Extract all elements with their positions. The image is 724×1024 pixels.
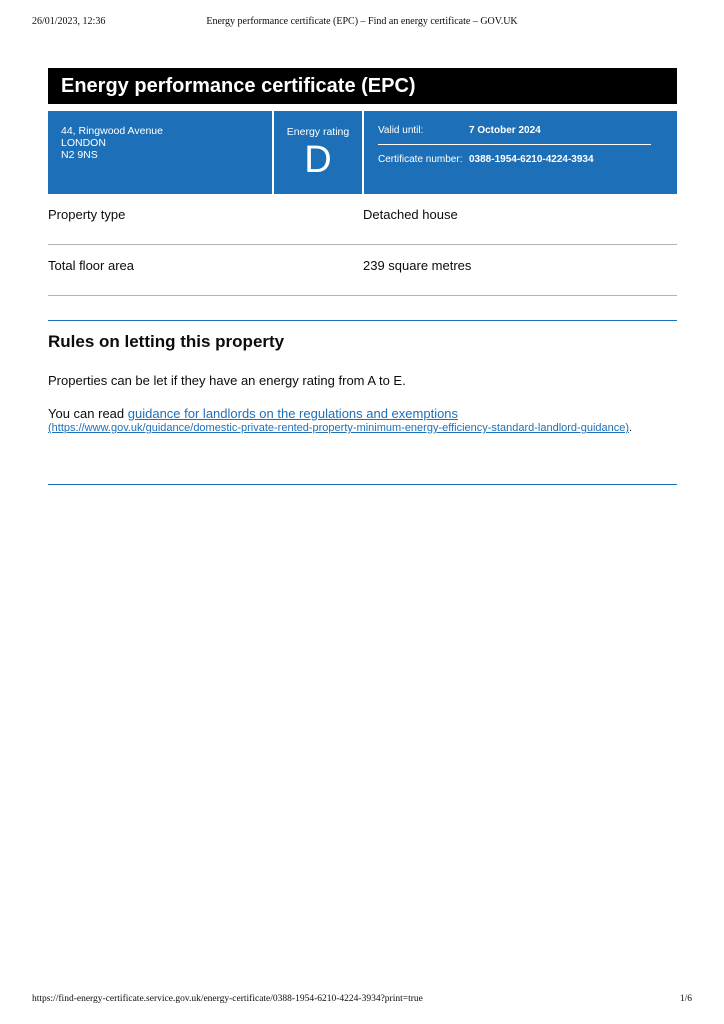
energy-rating-label: Energy rating	[286, 126, 350, 138]
address-postcode: N2 9NS	[61, 149, 98, 161]
valid-until-value: 7 October 2024	[469, 125, 541, 136]
summary-row-property-type	[48, 194, 677, 245]
print-url: https://find-energy-certificate.service.gov.uk/energy-certificate/0388-1954-6210-4224-3934?print=true	[32, 994, 423, 1004]
property-type-label: Property type	[48, 207, 126, 222]
energy-rating-letter: D	[304, 139, 332, 181]
letting-rules-heading: Rules on letting this property	[48, 332, 285, 351]
landlord-guidance-text	[48, 406, 677, 435]
certificate-number-label: Certificate number:	[378, 154, 463, 165]
property-type-value: Detached house	[363, 207, 458, 222]
landlord-guidance-url[interactable]: (https://www.gov.uk/guidance/domestic-private-rented-property-minimum-energy-efficiency-standard-landlord-guidance)	[48, 422, 630, 434]
epc-summary-panel	[48, 111, 677, 194]
guidance-suffix: .	[629, 422, 633, 434]
page-title: Energy performance certificate (EPC)	[48, 68, 677, 104]
letting-rules-section	[48, 320, 677, 485]
floor-area-label: Total floor area	[48, 258, 134, 273]
landlord-guidance-link[interactable]: guidance for landlords on the regulations and exemptions	[127, 406, 459, 421]
certificate-details	[364, 111, 677, 194]
guidance-prefix: You can read	[48, 406, 128, 421]
print-page-number: 1/6	[679, 994, 692, 1004]
property-summary-list	[48, 194, 677, 296]
print-datetime: 26/01/2023, 12:36	[32, 16, 106, 27]
print-page-title: Energy performance certificate (EPC) – Find an energy certificate – GOV.UK	[206, 16, 518, 27]
details-divider	[378, 144, 651, 145]
summary-row-floor-area	[48, 245, 677, 296]
floor-area-value: 239 square metres	[363, 258, 472, 273]
certificate-number-row	[378, 154, 651, 165]
energy-rating-box	[274, 111, 362, 194]
address-line-1: 44, Ringwood Avenue	[61, 125, 163, 137]
letting-rules-text: Properties can be let if they have an energy rating from A to E.	[48, 373, 406, 388]
valid-until-label: Valid until:	[378, 125, 424, 136]
certificate-number-value: 0388-1954-6210-4224-3934	[469, 154, 594, 165]
property-address	[48, 111, 272, 194]
address-line-2: LONDON	[61, 137, 106, 149]
valid-until-row	[378, 125, 651, 136]
